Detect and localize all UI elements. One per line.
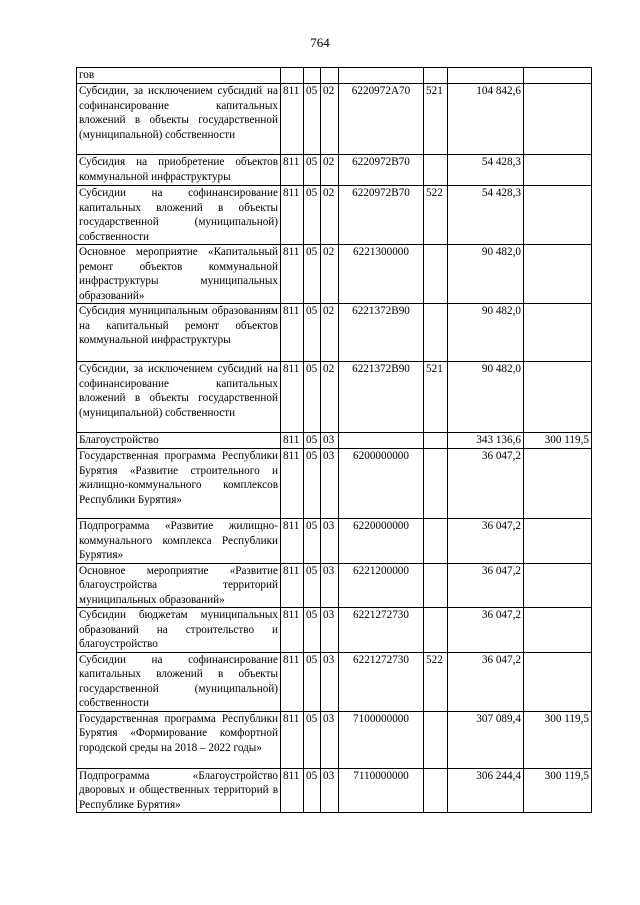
section-code-cell: 05 <box>304 768 321 813</box>
subsection-code-cell: 03 <box>321 608 339 653</box>
section-code-cell <box>304 68 321 84</box>
table-row <box>77 155 592 186</box>
target-article-cell: 6221272730 <box>339 608 424 653</box>
expense-type-cell <box>424 563 448 608</box>
table-row <box>77 449 592 519</box>
amount-cell: 90 482,0 <box>448 304 524 362</box>
target-article-cell: 6220000000 <box>339 519 424 564</box>
expense-type-cell: 522 <box>424 186 448 245</box>
row-name-cell: Подпрограмма «Благоустройство дворовых и общественных территорий в Республике Бурятия» <box>77 768 281 813</box>
subsection-code-cell: 03 <box>321 519 339 564</box>
amount-next-year-cell <box>524 155 592 186</box>
table-row <box>77 362 592 433</box>
amount-cell: 36 047,2 <box>448 608 524 653</box>
page-number: 764 <box>310 35 330 50</box>
amount-next-year-cell <box>524 563 592 608</box>
amount-cell: 54 428,3 <box>448 186 524 245</box>
ministry-code-cell: 811 <box>281 304 304 362</box>
expense-type-cell <box>424 711 448 768</box>
amount-next-year-cell <box>524 519 592 564</box>
expense-type-cell <box>424 68 448 84</box>
table-row <box>77 519 592 564</box>
amount-next-year-cell <box>524 652 592 711</box>
ministry-code-cell: 811 <box>281 155 304 186</box>
row-name-cell: Субсидии, за исключением субсидий на софинансирование капитальных вложений в объекты государственной (муниципальной) собственности <box>77 362 281 433</box>
section-code-cell: 05 <box>304 519 321 564</box>
expense-type-cell <box>424 245 448 304</box>
section-code-cell: 05 <box>304 608 321 653</box>
amount-next-year-cell <box>524 449 592 519</box>
subsection-code-cell: 03 <box>321 711 339 768</box>
expense-type-cell: 521 <box>424 84 448 155</box>
table-row <box>77 68 592 84</box>
amount-cell: 36 047,2 <box>448 519 524 564</box>
expense-type-cell <box>424 304 448 362</box>
subsection-code-cell: 02 <box>321 186 339 245</box>
target-article-cell: 7110000000 <box>339 768 424 813</box>
amount-cell: 90 482,0 <box>448 362 524 433</box>
expense-type-cell <box>424 608 448 653</box>
table-row <box>77 768 592 813</box>
amount-cell: 36 047,2 <box>448 449 524 519</box>
target-article-cell: 6221372В90 <box>339 304 424 362</box>
amount-next-year-cell: 300 119,5 <box>524 711 592 768</box>
amount-cell: 54 428,3 <box>448 155 524 186</box>
row-name-cell: Благоустройство <box>77 433 281 449</box>
table-row <box>77 245 592 304</box>
row-name-cell: Основное мероприятие «Развитие благоустройства территорий муниципальных образований» <box>77 563 281 608</box>
row-name-cell: Субсидия на приобретение объектов коммунальной инфраструктуры <box>77 155 281 186</box>
row-name-cell: Субсидии на софинансирование капитальных вложений в объекты государственной (муниципальной) собственности <box>77 186 281 245</box>
target-article-cell: 6200000000 <box>339 449 424 519</box>
table-row <box>77 84 592 155</box>
budget-table <box>76 67 592 813</box>
section-code-cell: 05 <box>304 449 321 519</box>
section-code-cell: 05 <box>304 711 321 768</box>
ministry-code-cell: 811 <box>281 608 304 653</box>
row-name-cell: Подпрограмма «Развитие жилищно-коммунального комплекса Республики Бурятия» <box>77 519 281 564</box>
row-name-cell: Основное мероприятие «Капитальный ремонт объектов коммунальной инфраструктуры муниципальных образований» <box>77 245 281 304</box>
row-name-cell: Государственная программа Республики Бурятия «Развитие строительного и жилищно-коммунального комплексов Республики Бурятия» <box>77 449 281 519</box>
section-code-cell: 05 <box>304 563 321 608</box>
target-article-cell: 6220972В70 <box>339 155 424 186</box>
target-article-cell: 6221300000 <box>339 245 424 304</box>
section-code-cell: 05 <box>304 245 321 304</box>
subsection-code-cell <box>321 68 339 84</box>
ministry-code-cell: 811 <box>281 186 304 245</box>
section-code-cell: 05 <box>304 433 321 449</box>
ministry-code-cell: 811 <box>281 563 304 608</box>
table-row <box>77 608 592 653</box>
target-article-cell: 7100000000 <box>339 711 424 768</box>
amount-cell: 343 136,6 <box>448 433 524 449</box>
target-article-cell <box>339 433 424 449</box>
table-row <box>77 563 592 608</box>
row-name-cell: Субсидии на софинансирование капитальных вложений в объекты государственной (муниципальной) собственности <box>77 652 281 711</box>
amount-next-year-cell <box>524 304 592 362</box>
amount-next-year-cell <box>524 84 592 155</box>
amount-cell: 307 089,4 <box>448 711 524 768</box>
row-name-cell: Субсидии, за исключением субсидий на софинансирование капитальных вложений в объекты государственной (муниципальной) собственности <box>77 84 281 155</box>
table-row <box>77 711 592 768</box>
row-name-cell: Субсидия муниципальным образованиям на капитальный ремонт объектов коммунальной инфраструктуры <box>77 304 281 362</box>
section-code-cell: 05 <box>304 652 321 711</box>
expense-type-cell <box>424 768 448 813</box>
amount-next-year-cell <box>524 68 592 84</box>
subsection-code-cell: 02 <box>321 245 339 304</box>
section-code-cell: 05 <box>304 84 321 155</box>
ministry-code-cell: 811 <box>281 362 304 433</box>
ministry-code-cell: 811 <box>281 245 304 304</box>
table-row <box>77 433 592 449</box>
amount-next-year-cell <box>524 186 592 245</box>
row-name-cell: Государственная программа Республики Бурятия «Формирование комфортной городской среды на 2018 – 2022 годы» <box>77 711 281 768</box>
amount-next-year-cell <box>524 362 592 433</box>
subsection-code-cell: 03 <box>321 768 339 813</box>
target-article-cell <box>339 68 424 84</box>
ministry-code-cell: 811 <box>281 84 304 155</box>
row-name-cell: Субсидии бюджетам муниципальных образований на строительство и благоустройство <box>77 608 281 653</box>
expense-type-cell <box>424 433 448 449</box>
subsection-code-cell: 03 <box>321 433 339 449</box>
ministry-code-cell: 811 <box>281 519 304 564</box>
amount-cell: 306 244,4 <box>448 768 524 813</box>
amount-next-year-cell <box>524 608 592 653</box>
target-article-cell: 6221372В90 <box>339 362 424 433</box>
target-article-cell: 6220972В70 <box>339 186 424 245</box>
section-code-cell: 05 <box>304 155 321 186</box>
section-code-cell: 05 <box>304 304 321 362</box>
subsection-code-cell: 02 <box>321 155 339 186</box>
amount-cell: 36 047,2 <box>448 652 524 711</box>
section-code-cell: 05 <box>304 362 321 433</box>
amount-next-year-cell <box>524 245 592 304</box>
section-code-cell: 05 <box>304 186 321 245</box>
subsection-code-cell: 03 <box>321 449 339 519</box>
amount-cell: 36 047,2 <box>448 563 524 608</box>
ministry-code-cell <box>281 68 304 84</box>
subsection-code-cell: 02 <box>321 362 339 433</box>
row-name-cell: гов <box>77 68 281 84</box>
ministry-code-cell: 811 <box>281 433 304 449</box>
amount-next-year-cell: 300 119,5 <box>524 433 592 449</box>
ministry-code-cell: 811 <box>281 449 304 519</box>
expense-type-cell <box>424 449 448 519</box>
expense-type-cell <box>424 155 448 186</box>
table-row <box>77 652 592 711</box>
amount-cell <box>448 68 524 84</box>
subsection-code-cell: 03 <box>321 652 339 711</box>
subsection-code-cell: 03 <box>321 563 339 608</box>
subsection-code-cell: 02 <box>321 304 339 362</box>
target-article-cell: 6220972А70 <box>339 84 424 155</box>
ministry-code-cell: 811 <box>281 768 304 813</box>
target-article-cell: 6221272730 <box>339 652 424 711</box>
ministry-code-cell: 811 <box>281 711 304 768</box>
amount-cell: 104 842,6 <box>448 84 524 155</box>
ministry-code-cell: 811 <box>281 652 304 711</box>
table-row <box>77 304 592 362</box>
expense-type-cell <box>424 519 448 564</box>
amount-next-year-cell: 300 119,5 <box>524 768 592 813</box>
amount-cell: 90 482,0 <box>448 245 524 304</box>
expense-type-cell: 521 <box>424 362 448 433</box>
expense-type-cell: 522 <box>424 652 448 711</box>
target-article-cell: 6221200000 <box>339 563 424 608</box>
table-row <box>77 186 592 245</box>
subsection-code-cell: 02 <box>321 84 339 155</box>
